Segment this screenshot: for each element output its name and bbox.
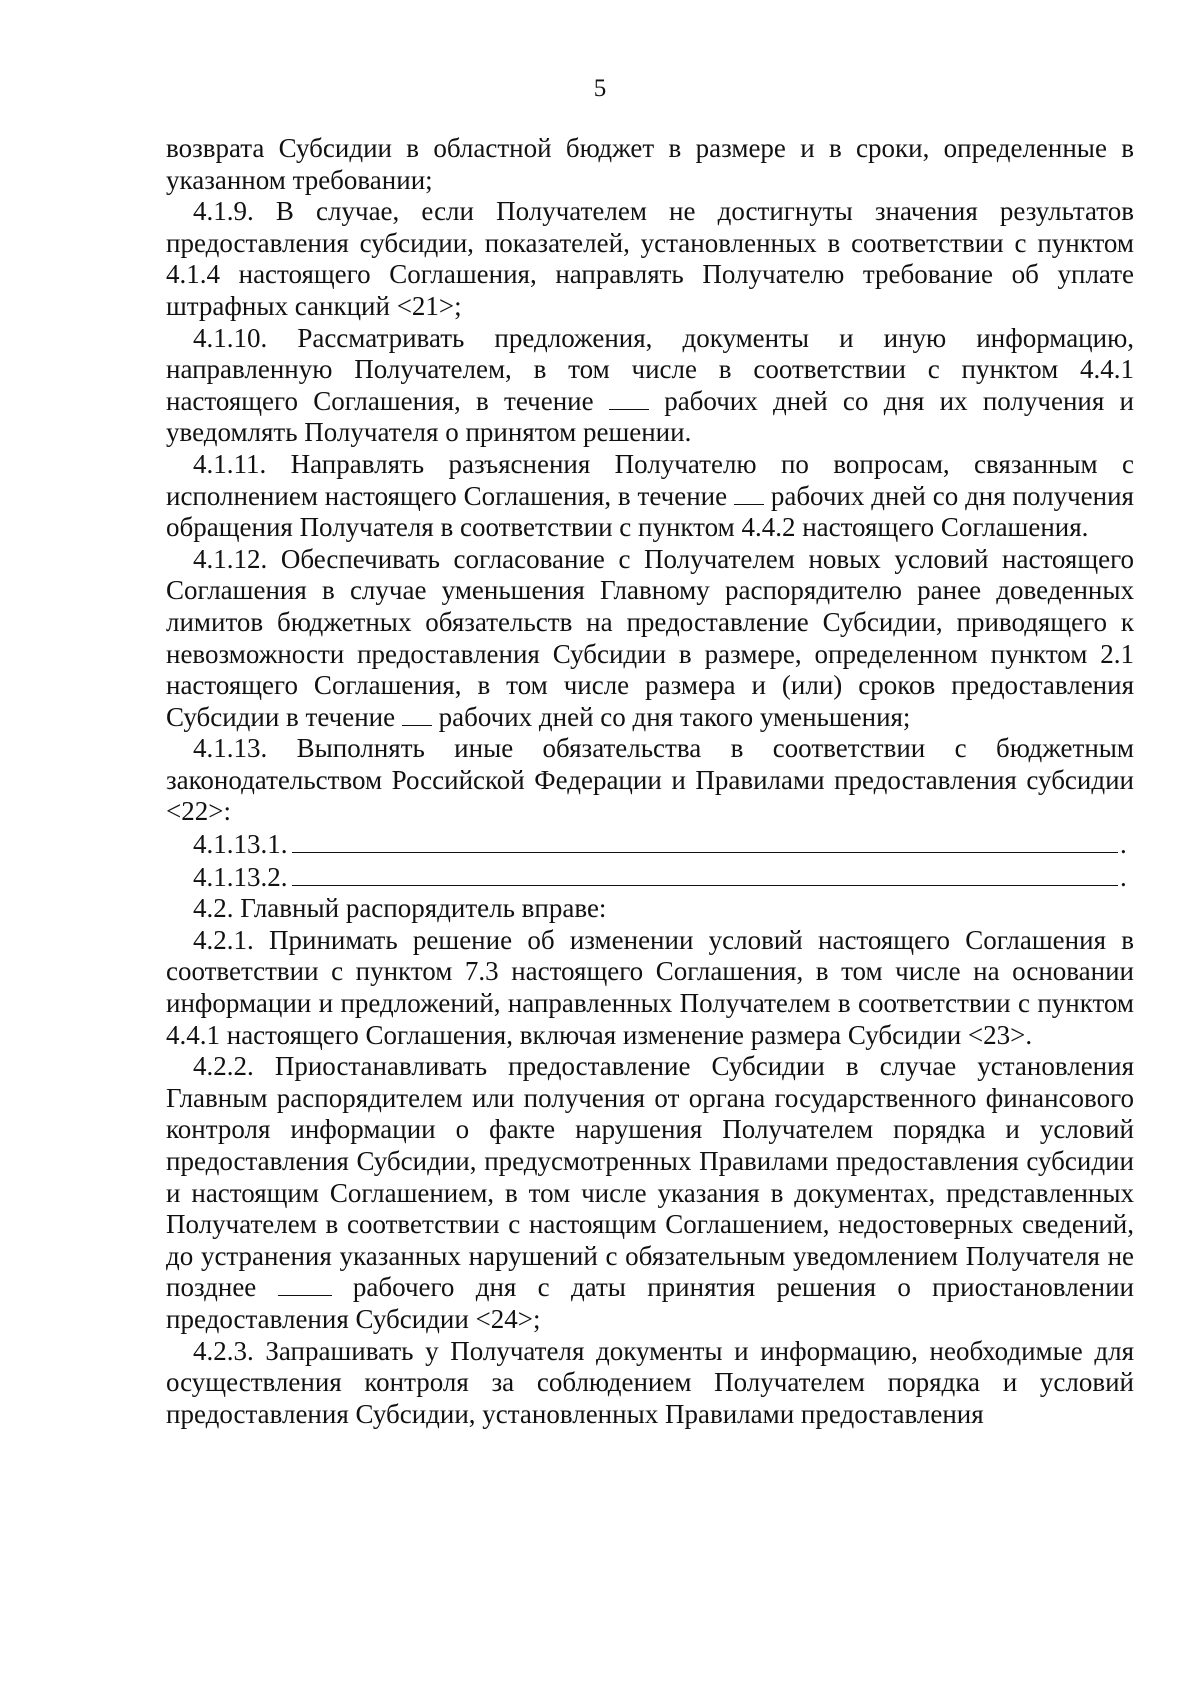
- blank-days-field: [402, 703, 432, 726]
- document-body: [166, 133, 1134, 1430]
- blank-days-field: [609, 387, 649, 410]
- paragraph-continuation: возврата Субсидии в областной бюджет в размере и в сроки, определенные в указанном требовании;: [166, 133, 1134, 195]
- paragraph-4-1-12: [166, 544, 1134, 734]
- blank-line: [292, 828, 1119, 853]
- blank-line: [292, 861, 1119, 886]
- paragraph-4-1-10: [166, 323, 1134, 449]
- blank-days-field: [278, 1273, 332, 1296]
- page-number: 5: [593, 75, 607, 102]
- fill-in-line-4-1-13-1: [166, 828, 1134, 861]
- paragraph-4-2: 4.2. Главный распорядитель вправе:: [193, 893, 607, 924]
- paragraph-text: 4.1.10. Рассматривать предложения, документы и иную информацию, направленную Получателем, в том числе в соответствии с пунктом 4.4.1 настоящего Соглашения, в течение: [166, 322, 1134, 416]
- line-end: .: [1120, 861, 1127, 892]
- paragraph-text: рабочего дня с даты принятия решения о приостановлении предоставления Субсидии <24>;: [166, 1272, 1135, 1334]
- paragraph-4-1-13: 4.1.13. Выполнять иные обязательства в соответствии с бюджетным законодательством Российской Федерации и Правилами предоставления субсидии <22>:: [166, 733, 1134, 827]
- paragraph-4-1-9: 4.1.9. В случае, если Получателем не достигнуты значения результатов предоставления субсидии, показателей, установленных в соответствии с пунктом 4.1.4 настоящего Соглашения, направлять Получателю требование об уплате штрафных санкций <21>;: [166, 196, 1134, 321]
- paragraph-text: 4.2.2. Приостанавливать предоставление Субсидии в случае установления Главным распорядителем или получения от органа государственного финансового контроля информации о факте нарушения Получателем порядка и условий предоставления Субсидии, предусмотренных Правилами предоставления субсидии и настоящим Соглашением, в том числе указания в документах, представленных Получателем в соответствии с настоящим Соглашением, недостоверных сведений, до устранения указанных нарушений с обязательным уведомлением Получателя не позднее: [166, 1051, 1134, 1303]
- paragraph-4-2-2: [166, 1051, 1134, 1335]
- paragraph-text: рабочих дней со дня получения обращения Получателя в соответствии с пунктом 4.4.2 настоящего Соглашения.: [166, 480, 1134, 543]
- paragraph-4-2-3: 4.2.3. Запрашивать у Получателя документы и информацию, необходимые для осуществления контроля за соблюдением Получателем порядка и условий предоставления Субсидии, установленных Правилами предоставления: [166, 1335, 1134, 1429]
- line-end: .: [1120, 829, 1127, 860]
- paragraph-text: 4.1.11. Направлять разъяснения Получателю по вопросам, связанным с исполнением настоящего Соглашения, в течение: [166, 448, 1134, 511]
- paragraph-text: рабочих дней со дня их получения и уведомлять Получателя о принятом решении.: [166, 385, 1135, 448]
- paragraph-4-2-1: 4.2.1. Принимать решение об изменении условий настоящего Соглашения в соответствии с пунктом 7.3 настоящего Соглашения, в том числе на основании информации и предложений, направленных Получателем в соответствии с пунктом 4.4.1 настоящего Соглашения, включая изменение размера Субсидии <23>.: [166, 924, 1134, 1050]
- paragraph-4-1-11: [166, 449, 1134, 544]
- blank-days-field: [734, 482, 764, 505]
- item-label: 4.1.13.1.: [193, 829, 288, 860]
- fill-in-line-4-1-13-2: [166, 861, 1134, 894]
- paragraph-text: 4.1.12. Обеспечивать согласование с Получателем новых условий настоящего Соглашения в случае уменьшения Главному распорядителю ранее доведенных лимитов бюджетных обязательств на предоставление Субсидии, приводящего к невозможности предоставления Субсидии в размере, определенном пунктом 2.1 настоящего Соглашения, в том числе размера и (или) сроков предоставления Субсидии в течение: [166, 543, 1134, 732]
- item-label: 4.1.13.2.: [193, 861, 288, 892]
- paragraph-text: рабочих дней со дня такого уменьшения;: [431, 701, 911, 732]
